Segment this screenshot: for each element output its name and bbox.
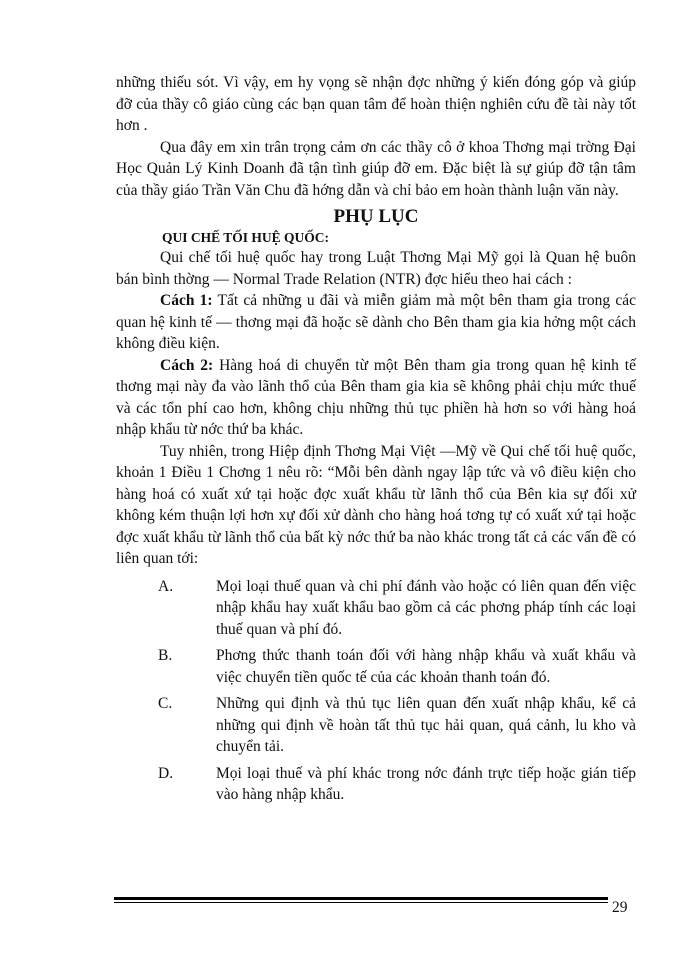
acknowledgement-paragraph: Qua đây em xin trân trọng cảm ơn các thầy cô ở khoa Thơng mại trờng Đại Học Quản Lý Kinh Doanh đã tận tình giúp đỡ em. Đặc biệt là sự giúp đỡ tận tâm của thầy giáo Trần Văn Chu đã hớng dẫn và chỉ bảo em hoàn thành luận văn này. — [116, 138, 636, 199]
list-item-text: Mọi loại thuế quan và chi phí đánh vào hoặc có liên quan đến việc nhập khẩu hay xuất khẩu bao gồm cả các phơng pháp tính các loại thuế quan và phí đó. — [216, 577, 636, 638]
footer-rule-thick — [114, 897, 608, 900]
definition-paragraph: Qui chế tối huệ quốc hay trong Luật Thơng Mại Mỹ gọi là Quan hệ buôn bán bình thờng — Normal Trade Relation (NTR) đợc hiểu theo hai cách : — [116, 249, 636, 288]
way-1-text: Tất cả những u đãi và miễn giảm mà một bên tham gia trong các quan hệ kinh tế — thơng mại đã hoặc sẽ dành cho Bên tham gia kia hởng một cách không điều kiện. — [116, 292, 636, 352]
appendix-subtitle: QUI CHẾ TỐI HUỆ QUỐC: — [162, 230, 330, 245]
way-1-label: Cách 1: — [160, 292, 213, 309]
list-item — [116, 763, 636, 806]
list-item-letter: A. — [158, 577, 174, 595]
way-2-label: Cách 2: — [160, 356, 214, 374]
provision-list — [116, 576, 636, 806]
list-item-text: Những qui định và thủ tục liên quan đến xuất nhập khẩu, kể cả những qui định về hoàn tất thủ tục hải quan, quá cảnh, lu kho và chuyển tải. — [216, 695, 636, 755]
list-item-letter: B. — [158, 647, 173, 664]
page-number: 29 — [612, 899, 628, 916]
list-item-letter: C. — [158, 695, 173, 712]
list-item — [116, 693, 636, 758]
way-2-text: Hàng hoá di chuyển từ một Bên tham gia trong quan hệ kinh tế thơng mại này đa vào lãnh thổ của Bên tham gia kia sẽ không phải chịu mức thuế và các tổn phí cao hơn, không chịu những thủ tục phiền hà hơn so với hàng hoá nhập khẩu từ nớc thứ ba khác. — [116, 356, 636, 438]
list-item-text: Mọi loại thuế và phí khác trong nớc đánh trực tiếp hoặc gián tiếp vào hàng nhập khẩu. — [216, 764, 636, 803]
list-item-text: Phơng thức thanh toán đối với hàng nhập khẩu và xuất khẩu và việc chuyển tiền quốc tế của các khoản thanh toán đó. — [216, 647, 636, 686]
appendix-title: PHỤ LỤC — [333, 206, 419, 227]
list-item-letter: D. — [158, 764, 174, 782]
footer-rule-thin — [114, 902, 608, 903]
list-item — [116, 576, 636, 641]
list-item — [116, 645, 636, 688]
intro-paragraph-1: những thiếu sót. Vì vậy, em hy vọng sẽ nhận đợc những ý kiến đóng góp và giúp đỡ của thầy cô giáo cùng các bạn quan tâm để hoàn thiện nghiên cứu đề tài này tốt hơn . — [116, 74, 636, 134]
way-1-paragraph — [116, 290, 636, 355]
agreement-paragraph: Tuy nhiên, trong Hiệp định Thơng Mại Việt —Mỹ về Qui chế tối huệ quốc, khoản 1 Điều 1 Chơng 1 nêu rõ: “Mỗi bên dành ngay lập tức và vô điều kiện cho hàng hoá có xuất xứ tại hoặc đợc xuất khẩu từ lãnh thổ của Bên kia sự đối xử không kém thuận lợi hơn xự đối xử dành cho hàng hoá tơng tự có xuất xứ tại hoặc đợc xuất khẩu từ lãnh thổ của bất kỳ nớc thứ ba nào khác trong tất cả các vấn đề có liên quan tới: — [116, 442, 636, 567]
page-content — [116, 72, 636, 811]
way-2-paragraph — [116, 355, 636, 441]
